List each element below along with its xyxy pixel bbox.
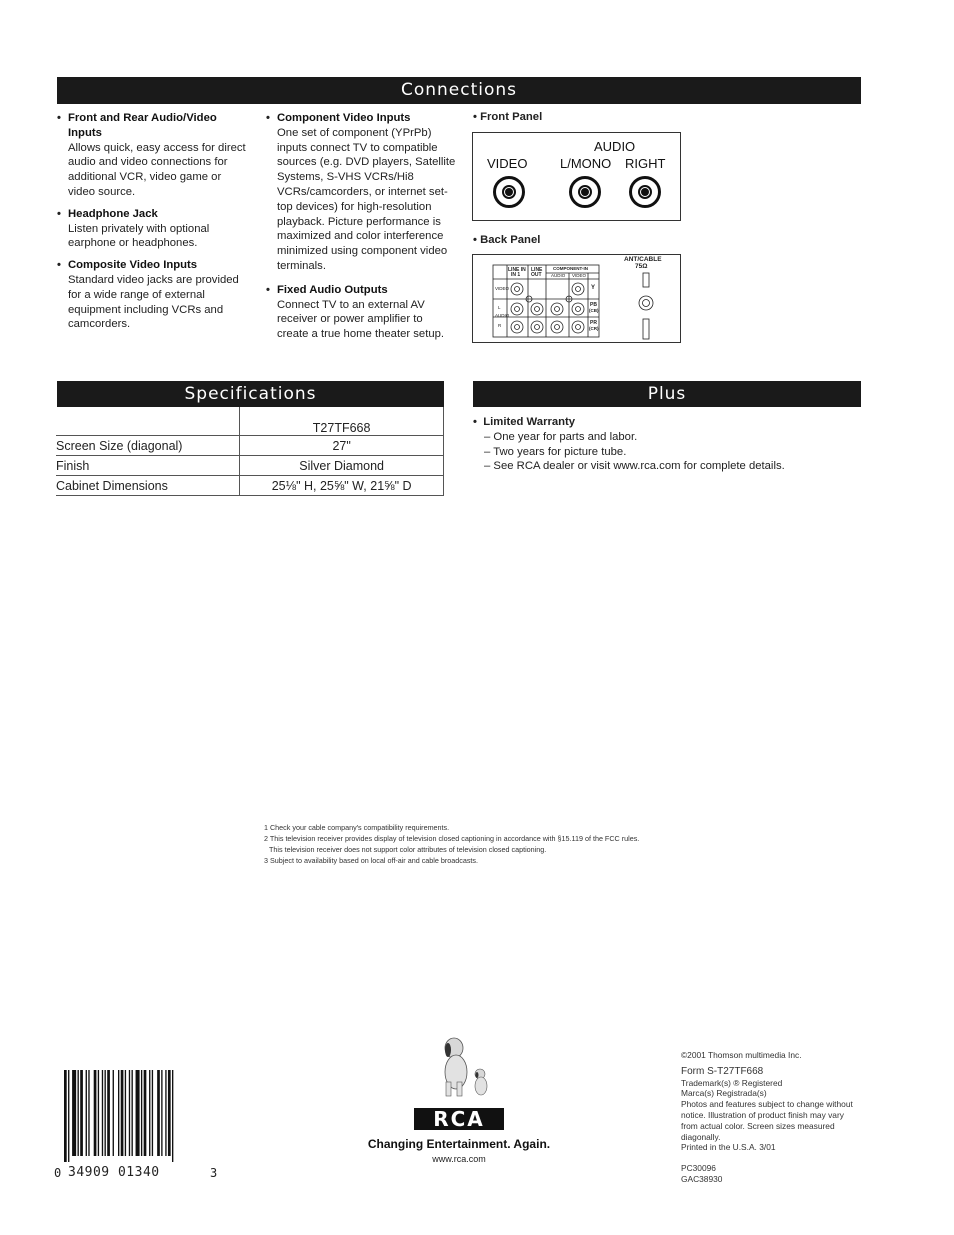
pb-label: PB xyxy=(590,302,597,308)
form-number: Form S-T27TF668 xyxy=(681,1065,764,1077)
connections-column-1 xyxy=(57,111,247,339)
video-label: VIDEO xyxy=(487,156,528,171)
barcode-digits: 34909 01340 xyxy=(68,1165,160,1180)
line-in-label: LINE IN xyxy=(508,267,526,273)
spec-value: 25⅛" H, 25⅝" W, 21⅝" D xyxy=(240,476,444,496)
line-out-label-2: OUT xyxy=(531,272,542,278)
marca-text: Marca(s) Registrada(s) xyxy=(681,1088,767,1099)
code-gac: GAC38930 xyxy=(681,1173,723,1184)
component-video-label: VIDEO xyxy=(572,273,587,278)
footnote: This television receiver does not support color attributes of television closed captioning. xyxy=(269,845,547,854)
legal-block xyxy=(681,1050,861,1185)
list-item xyxy=(57,258,247,332)
specifications-header: Specifications xyxy=(57,381,444,407)
barcode-bar xyxy=(68,1070,69,1162)
footnote: 2 This television receiver provides display of television closed captioning in accordance with §15.119 of the FCC rules. xyxy=(264,834,640,843)
back-panel-diagram xyxy=(472,254,681,343)
list-item xyxy=(57,207,247,251)
item-body: Listen privately with optional earphone or headphones. xyxy=(68,222,210,250)
front-panel-diagram xyxy=(472,132,681,221)
lmono-label: L/MONO xyxy=(560,156,612,171)
barcode-bar xyxy=(98,1070,99,1156)
barcode-bar xyxy=(107,1070,110,1156)
printed-text: Printed in the U.S.A. 3/01 xyxy=(681,1142,776,1153)
cb-label: (CB) xyxy=(589,308,599,313)
side-r-label: R xyxy=(498,323,502,328)
ant-cable-label: ANT/CABLE xyxy=(624,256,662,263)
plus-list xyxy=(473,415,873,474)
barcode-bar xyxy=(78,1070,79,1156)
list-item xyxy=(266,111,456,274)
spec-value: Silver Diamond xyxy=(240,456,444,476)
component-audio-label: AUDIO xyxy=(551,273,566,278)
item-body: Connect TV to an external AV receiver or power amplifier to create a true home theater setup. xyxy=(277,298,445,341)
table-row xyxy=(56,456,444,476)
spec-value: 27" xyxy=(240,436,444,456)
trademark-text: Trademark(s) ® Registered xyxy=(681,1077,783,1088)
spec-label: Finish xyxy=(56,456,240,476)
front-panel-label-text: Front Panel xyxy=(480,111,543,123)
nipper-dog-icon xyxy=(426,1034,506,1100)
specifications-table xyxy=(56,407,444,496)
list-item xyxy=(57,111,247,200)
plus-header: Plus xyxy=(473,381,861,407)
copyright: ©2001 Thomson multimedia Inc. xyxy=(681,1050,802,1060)
barcode-bar xyxy=(168,1070,171,1156)
footnote: 1 Check your cable company's compatibility requirements. xyxy=(264,823,450,832)
barcode-bar xyxy=(80,1070,83,1156)
barcode-bar xyxy=(132,1070,133,1156)
barcode-left-digit: 0 xyxy=(54,1166,62,1180)
y-label: Y xyxy=(591,285,596,291)
barcode-bar xyxy=(157,1070,160,1156)
item-heading: Component Video Inputs xyxy=(277,112,411,124)
bullet-icon: • xyxy=(473,416,484,428)
audio-right-jack-icon xyxy=(629,176,661,208)
barcode-bar xyxy=(125,1070,126,1156)
right-label: RIGHT xyxy=(625,156,666,171)
barcode-bar xyxy=(118,1070,119,1156)
item-body: Standard video jacks are provided for a wide range of external equipment including VCRs and camcorders. xyxy=(68,273,239,331)
back-panel-label: • Back Panel xyxy=(473,234,541,246)
barcode-bar xyxy=(102,1070,103,1156)
bullet-icon: • xyxy=(266,112,270,124)
rca-logo-text: RCA xyxy=(433,1108,485,1130)
ohm-label: 75Ω xyxy=(635,263,648,270)
item-body: One set of component (YPrPb) inputs connect TV to compatible sources (e.g. DVD players, Satellite Systems, S-VHS VCRs/Hi8 VCRs/camcorders, or internet set-top devices) for high-resolution playback. Picture performance is maximized and color interference minimized using component video terminals. xyxy=(277,126,456,272)
footnote: 3 Subject to availability based on local off-air and cable broadcasts. xyxy=(264,856,479,865)
model-header: T27TF668 xyxy=(240,407,444,436)
barcode-bar xyxy=(64,1070,67,1162)
barcode-bar xyxy=(88,1070,89,1156)
barcode-bar xyxy=(165,1070,166,1156)
barcode-bar xyxy=(121,1070,124,1156)
table-row xyxy=(56,476,444,496)
component-in-label: COMPONENT-IN xyxy=(553,266,589,271)
item-heading: Headphone Jack xyxy=(68,207,158,220)
side-audio-label: AUDIO xyxy=(495,313,510,318)
barcode-bar xyxy=(86,1070,87,1156)
pr-label: PR xyxy=(590,320,597,326)
list-item xyxy=(266,283,456,342)
barcode-bar xyxy=(172,1070,173,1162)
item-heading: Composite Video Inputs xyxy=(68,259,198,272)
barcode-bar xyxy=(149,1070,150,1156)
barcode-bar xyxy=(161,1070,162,1156)
front-panel-label: • Front Panel xyxy=(473,111,543,123)
barcode xyxy=(54,1070,219,1180)
side-video-label: VIDEO xyxy=(495,286,510,291)
connections-column-2 xyxy=(266,111,456,349)
disclaimer-text: Photos and features subject to change without notice. Illustration of product finish may vary from actual color. Screen sizes measured diagonally. xyxy=(681,1099,853,1142)
audio-label: AUDIO xyxy=(594,139,636,154)
table-row xyxy=(56,407,444,436)
back-panel-label-text: Back Panel xyxy=(480,234,541,246)
brand-area xyxy=(364,1030,554,1170)
list-item: – Two years for picture tube. xyxy=(484,445,627,458)
line-out-label: LINE xyxy=(531,267,543,273)
item-heading: Fixed Audio Outputs xyxy=(277,283,388,296)
connections-header: Connections xyxy=(57,77,861,104)
warranty-heading: Limited Warranty xyxy=(483,416,576,428)
barcode-bars xyxy=(54,1070,219,1162)
side-l-label: L xyxy=(498,305,501,310)
bullet-icon: • xyxy=(57,207,61,220)
bullet-icon: • xyxy=(57,259,61,272)
item-body: Allows quick, easy access for direct audio and video connections for additional VCR, video game or video source. xyxy=(68,141,246,198)
footnotes xyxy=(264,822,639,866)
bullet-icon: • xyxy=(57,112,61,124)
list-item: – One year for parts and labor. xyxy=(484,430,638,443)
barcode-bar xyxy=(141,1070,142,1156)
barcode-bar xyxy=(144,1070,147,1156)
list-item xyxy=(473,415,873,430)
barcode-bar xyxy=(105,1070,106,1156)
line-in-num-label: IN 1 xyxy=(511,272,521,278)
video-jack-icon xyxy=(493,176,525,208)
cr-label: (CR) xyxy=(589,326,599,331)
audio-left-jack-icon xyxy=(569,176,601,208)
spec-label: Screen Size (diagonal) xyxy=(56,436,240,456)
barcode-bar xyxy=(152,1070,153,1156)
item-heading: Front and Rear Audio/Video Inputs xyxy=(68,112,217,139)
bullet-icon: • xyxy=(266,283,270,296)
barcode-right-digit: 3 xyxy=(210,1166,218,1180)
brand-website: www.rca.com xyxy=(432,1154,486,1164)
barcode-bar xyxy=(72,1070,76,1156)
barcode-bar xyxy=(113,1070,114,1156)
barcode-bar xyxy=(94,1070,97,1156)
rca-logo xyxy=(414,1108,504,1130)
barcode-bar xyxy=(136,1070,140,1156)
table-row xyxy=(56,436,444,456)
list-item: – See RCA dealer or visit www.rca.com for complete details. xyxy=(484,460,785,473)
brand-tagline: Changing Entertainment. Again. xyxy=(367,1137,551,1151)
barcode-bar xyxy=(129,1070,130,1156)
spec-label: Cabinet Dimensions xyxy=(56,476,240,496)
code-pc: PC30096 xyxy=(681,1163,716,1174)
table-cell xyxy=(56,407,240,436)
